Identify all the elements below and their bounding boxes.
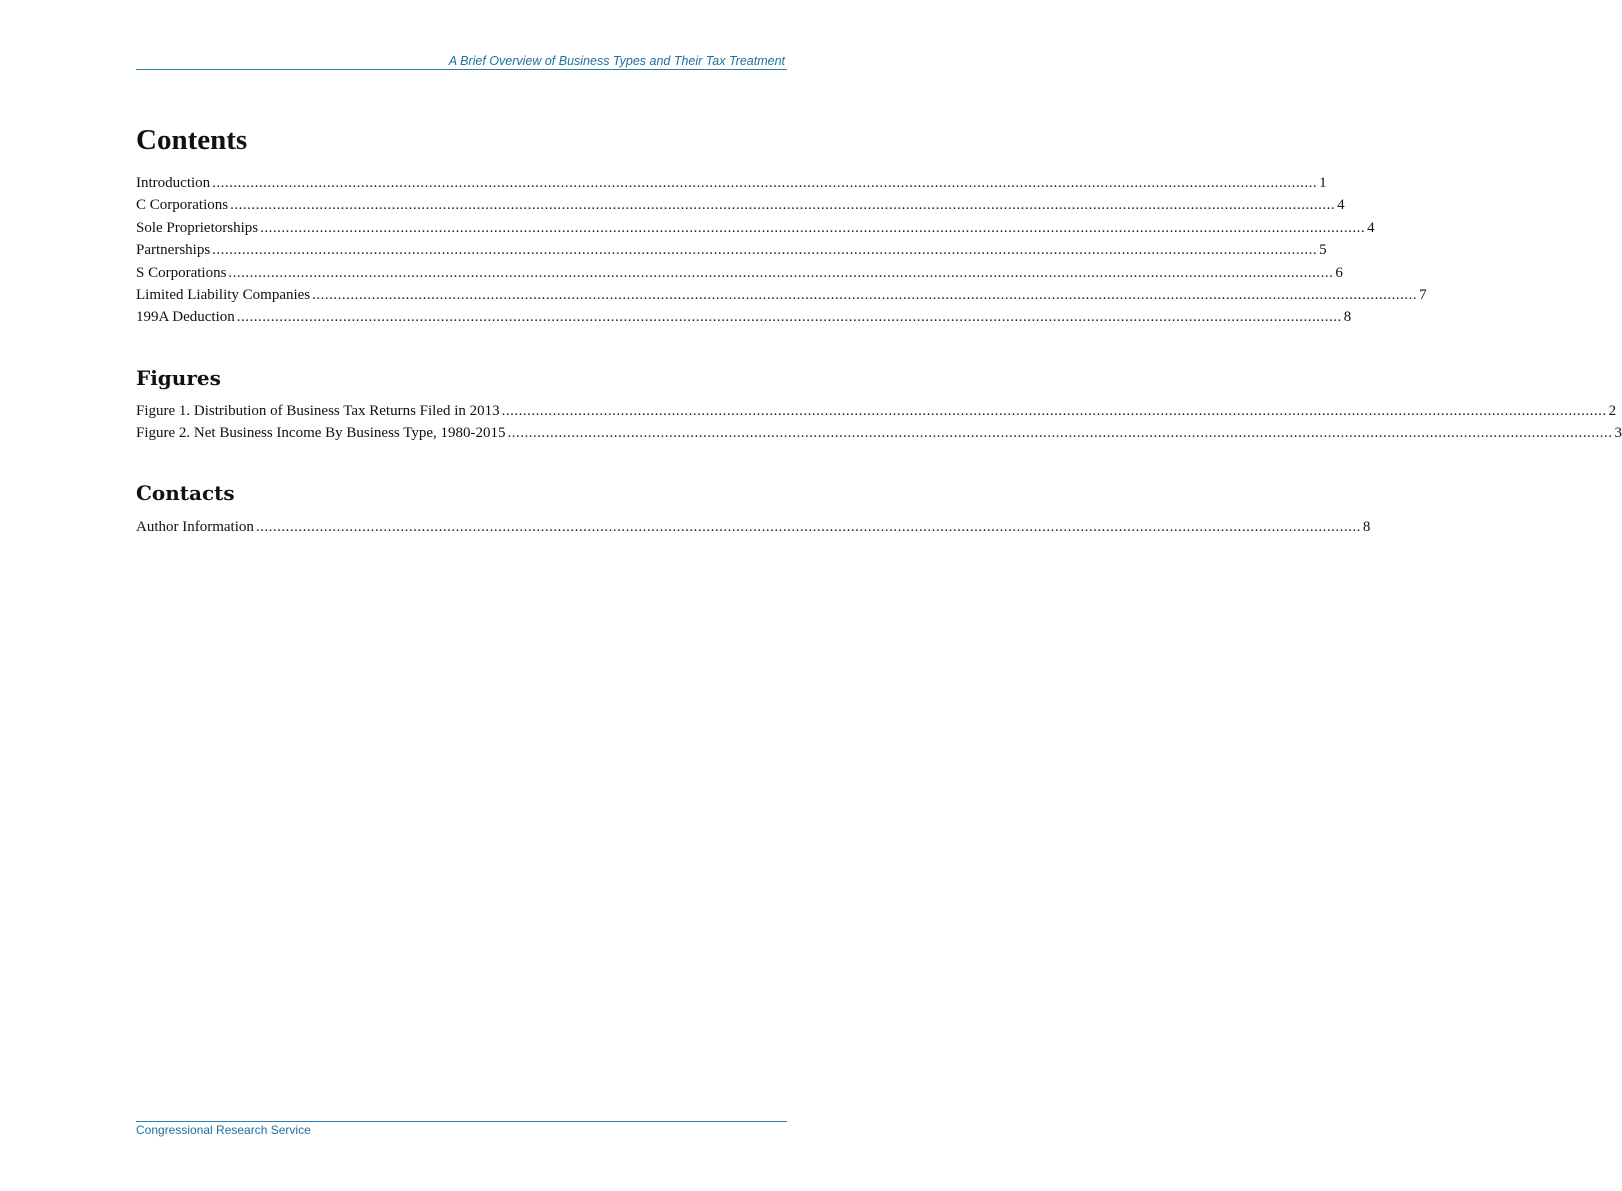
dot-leader: .................................................................................................................................................................................................................................................................... (255, 519, 1361, 535)
toc-entry-sole-proprietorships[interactable] (136, 217, 1375, 239)
toc-entry-page: 4 (1337, 197, 1345, 214)
toc-entry-199a-deduction[interactable] (136, 306, 1352, 328)
toc-entry-author-information[interactable] (136, 516, 1371, 538)
dot-leader: .................................................................................................................................................................................................................................................................... (212, 242, 1318, 259)
contacts-heading: Contacts (136, 481, 235, 505)
toc-entry-page: 2 (1608, 403, 1617, 419)
toc-entry-c-corporations[interactable] (136, 194, 1345, 216)
dot-leader: .................................................................................................................................................................................................................................................................... (260, 219, 1366, 236)
toc-entry-label: Limited Liability Companies (136, 286, 311, 303)
toc-entry-label: Author Information (136, 519, 254, 535)
toc-entry-figure-1[interactable] (136, 400, 1617, 422)
toc-entry-label: Introduction (136, 175, 211, 191)
contacts-list (136, 516, 1371, 538)
dot-leader: .................................................................................................................................................................................................................................................................... (212, 175, 1318, 191)
toc-entry-limited-liability-companies[interactable] (136, 284, 1427, 306)
dot-leader: .................................................................................................................................................................................................................................................................... (312, 286, 1418, 303)
header-rule (136, 69, 787, 70)
footer-rule (136, 1121, 787, 1122)
toc-entry-page: 7 (1419, 286, 1427, 303)
toc-entry-page: 1 (1319, 175, 1327, 191)
figures-list (136, 400, 1622, 445)
running-header-title: A Brief Overview of Business Types and Their Tax Treatment (448, 54, 785, 68)
toc-entry-page: 8 (1343, 309, 1352, 326)
footer-organization: Congressional Research Service (136, 1123, 311, 1137)
contents-heading: Contents (136, 124, 248, 156)
toc-entry-label: 199A Deduction (136, 309, 235, 326)
toc-entry-label: Partnerships (136, 242, 211, 259)
dot-leader: .................................................................................................................................................................................................................................................................... (230, 197, 1336, 214)
toc-entry-label: S Corporations (136, 264, 227, 281)
toc-entry-figure-2[interactable] (136, 422, 1622, 444)
dot-leader: .................................................................................................................................................................................................................................................................... (507, 425, 1613, 442)
toc-entry-label: Figure 2. Net Business Income By Business Type, 1980-2015 (136, 425, 506, 442)
toc-entry-page: 6 (1335, 264, 1343, 281)
toc-entry-partnerships[interactable] (136, 239, 1327, 261)
contents-list (136, 172, 1427, 329)
dot-leader: .................................................................................................................................................................................................................................................................... (501, 403, 1607, 419)
dot-leader: .................................................................................................................................................................................................................................................................... (236, 309, 1342, 326)
toc-entry-s-corporations[interactable] (136, 262, 1343, 284)
toc-entry-introduction[interactable] (136, 172, 1327, 194)
toc-entry-label: Figure 1. Distribution of Business Tax Returns Filed in 2013 (136, 403, 500, 419)
figures-heading: Figures (136, 366, 221, 390)
toc-entry-page: 5 (1319, 242, 1327, 259)
toc-entry-page: 8 (1362, 519, 1371, 535)
toc-entry-page: 4 (1367, 219, 1375, 236)
toc-entry-page: 3 (1614, 425, 1622, 442)
dot-leader: .................................................................................................................................................................................................................................................................... (228, 264, 1334, 281)
toc-entry-label: C Corporations (136, 197, 229, 214)
toc-entry-label: Sole Proprietorships (136, 219, 259, 236)
